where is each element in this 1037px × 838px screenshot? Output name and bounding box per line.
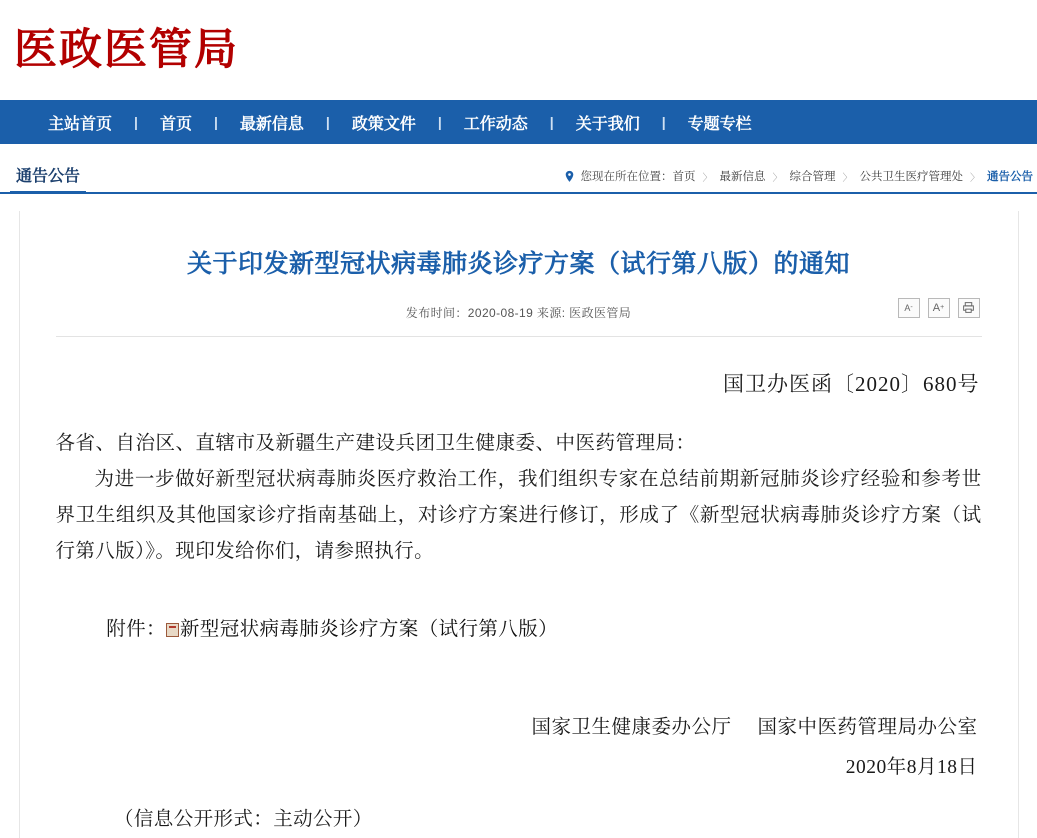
nav-item-main-home[interactable]: 主站首页: [26, 111, 134, 134]
document-signers: [56, 710, 982, 746]
nav-item-special-topics[interactable]: 专题专栏: [666, 111, 774, 134]
printer-icon[interactable]: [958, 298, 980, 318]
article-body: [56, 365, 982, 838]
nav-item-about-us[interactable]: 关于我们: [554, 111, 662, 134]
breadcrumb-item-latest-info[interactable]: 最新信息: [720, 168, 766, 184]
article-title: 关于印发新型冠状病毒肺炎诊疗方案（试行第八版）的通知: [56, 211, 982, 282]
breadcrumb: [563, 168, 1037, 192]
location-pin-icon: [563, 170, 576, 183]
decrease-font-sup: -: [910, 304, 912, 311]
attachment-link[interactable]: 新型冠状病毒肺炎诊疗方案（试行第八版）: [180, 619, 558, 640]
breadcrumb-arrow-icon: 〉: [703, 169, 713, 184]
document-number: 国卫办医函〔2020〕680号: [56, 365, 980, 404]
breadcrumb-item-public-health-dept[interactable]: 公共卫生医疗管理处: [860, 168, 964, 184]
nav-item-latest-info[interactable]: 最新信息: [218, 111, 326, 134]
increase-font-button[interactable]: [928, 298, 950, 318]
document-date: 2020年8月18日: [56, 750, 982, 786]
document-paragraph: 为进一步做好新型冠状病毒肺炎医疗救治工作，我们组织专家在总结前期新冠肺炎诊疗经验和参考世界卫生组织及其他国家诊疗指南基础上，对诊疗方案进行修订，形成了《新型冠状病毒肺炎诊疗方案（试行第八版）》。现印发给你们，请参照执行。: [56, 462, 982, 570]
site-logo[interactable]: 医政医管局: [14, 29, 239, 72]
breadcrumb-prefix: 您现在所在位置：: [581, 168, 673, 184]
signer-right: 国家中医药管理局办公室: [757, 717, 977, 738]
document-attachment-icon: [166, 623, 179, 637]
increase-font-label: A: [933, 302, 940, 314]
article-container: [19, 211, 1019, 838]
nav-item-policy-docs[interactable]: 政策文件: [330, 111, 438, 134]
site-header: [0, 0, 1037, 100]
nav-separator: |: [550, 114, 554, 130]
channel-breadcrumb-band: [0, 144, 1037, 194]
main-navigation: [0, 100, 1037, 144]
breadcrumb-current: 通告公告: [987, 168, 1033, 184]
article-meta: 发布时间：2020-08-19 来源: 医政医管局: [406, 306, 631, 320]
breadcrumb-arrow-icon: 〉: [773, 169, 783, 184]
decrease-font-label: A: [904, 303, 910, 313]
breadcrumb-arrow-icon: 〉: [843, 169, 853, 184]
attachment-row: [56, 612, 982, 648]
page-title: 通告公告: [10, 163, 86, 194]
nav-separator: |: [326, 114, 330, 130]
document-salutation: 各省、自治区、直辖市及新疆生产建设兵团卫生健康委、中医药管理局：: [56, 426, 982, 462]
article-tools: [898, 298, 980, 318]
breadcrumb-item-home[interactable]: 首页: [673, 168, 696, 184]
nav-item-home[interactable]: 首页: [138, 111, 214, 134]
breadcrumb-item-general-management[interactable]: 综合管理: [790, 168, 836, 184]
attachment-label: 附件：: [106, 619, 166, 640]
signer-left: 国家卫生健康委办公厅: [531, 717, 731, 738]
nav-separator: |: [214, 114, 218, 130]
increase-font-sup: +: [940, 304, 944, 311]
decrease-font-button[interactable]: [898, 298, 920, 318]
nav-item-work-updates[interactable]: 工作动态: [442, 111, 550, 134]
disclosure-note: （信息公开形式：主动公开）: [56, 802, 982, 838]
breadcrumb-arrow-icon: 〉: [970, 169, 980, 184]
nav-separator: |: [438, 114, 442, 130]
nav-separator: |: [662, 114, 666, 130]
nav-separator: |: [134, 114, 138, 130]
article-meta-row: [56, 304, 982, 337]
